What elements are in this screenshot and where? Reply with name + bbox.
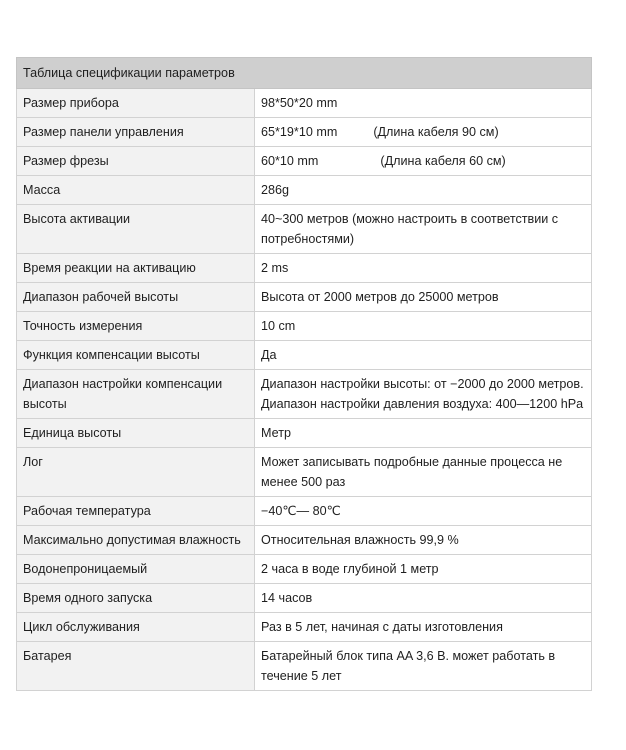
table-row: [17, 370, 592, 419]
param-value: Относительная влажность 99,9 %: [255, 526, 592, 555]
param-label: Размер панели управления: [17, 118, 255, 147]
table-title: Таблица спецификации параметров: [17, 58, 592, 89]
param-label: Масса: [17, 176, 255, 205]
param-value: 14 часов: [255, 584, 592, 613]
table-row: [17, 419, 592, 448]
param-value-note: (Длина кабеля 60 см): [380, 154, 506, 168]
table-row: [17, 642, 592, 691]
param-label: Лог: [17, 448, 255, 497]
param-value: −40℃— 80℃: [255, 497, 592, 526]
table-row: [17, 584, 592, 613]
param-label: Размер прибора: [17, 89, 255, 118]
param-value-note: (Длина кабеля 90 см): [373, 125, 499, 139]
table-row: [17, 118, 592, 147]
param-value-line-1: Диапазон настройки высоты: от −2000 до 2000 метров.: [261, 377, 584, 391]
table-row: [17, 254, 592, 283]
param-label: Единица высоты: [17, 419, 255, 448]
param-value: [255, 147, 592, 176]
param-value: 98*50*20 mm: [255, 89, 592, 118]
table-row: [17, 555, 592, 584]
table-row: [17, 312, 592, 341]
param-label: Время реакции на активацию: [17, 254, 255, 283]
table-row: [17, 341, 592, 370]
param-value: Высота от 2000 метров до 25000 метров: [255, 283, 592, 312]
param-value: [255, 370, 592, 419]
table-row: [17, 526, 592, 555]
param-value-main: 65*19*10 mm: [261, 125, 338, 139]
param-value: Метр: [255, 419, 592, 448]
param-value: 40~300 метров (можно настроить в соответствии с потребностями): [255, 205, 592, 254]
param-label: Точность измерения: [17, 312, 255, 341]
param-label: Цикл обслуживания: [17, 613, 255, 642]
param-label: Диапазон рабочей высоты: [17, 283, 255, 312]
param-label: Функция компенсации высоты: [17, 341, 255, 370]
table-row: [17, 497, 592, 526]
param-value-line-2: Диапазон настройки давления воздуха: 400—1200 hPa: [261, 397, 584, 411]
table-row: [17, 176, 592, 205]
spec-sheet: [16, 57, 591, 691]
param-label: Время одного запуска: [17, 584, 255, 613]
table-row: [17, 205, 592, 254]
param-value: 2 часа в воде глубиной 1 метр: [255, 555, 592, 584]
table-row: [17, 613, 592, 642]
param-value: Да: [255, 341, 592, 370]
table-row: [17, 147, 592, 176]
param-value: Раз в 5 лет, начиная с даты изготовления: [255, 613, 592, 642]
param-label: Рабочая температура: [17, 497, 255, 526]
param-label: Размер фрезы: [17, 147, 255, 176]
param-value: Батарейный блок типа AA 3,6 В. может работать в течение 5 лет: [255, 642, 592, 691]
param-label: Батарея: [17, 642, 255, 691]
param-value: Может записывать подробные данные процесса не менее 500 раз: [255, 448, 592, 497]
table-header-row: [17, 58, 592, 89]
table-row: [17, 89, 592, 118]
param-label: Водонепроницаемый: [17, 555, 255, 584]
param-label: Диапазон настройки компенсации высоты: [17, 370, 255, 419]
table-row: [17, 283, 592, 312]
param-value: 286g: [255, 176, 592, 205]
param-value: [255, 118, 592, 147]
table-row: [17, 448, 592, 497]
param-value: 2 ms: [255, 254, 592, 283]
param-value: 10 cm: [255, 312, 592, 341]
param-value-main: 60*10 mm: [261, 154, 319, 168]
param-label: Высота активации: [17, 205, 255, 254]
spec-table: [16, 57, 592, 691]
param-label: Максимально допустимая влажность: [17, 526, 255, 555]
